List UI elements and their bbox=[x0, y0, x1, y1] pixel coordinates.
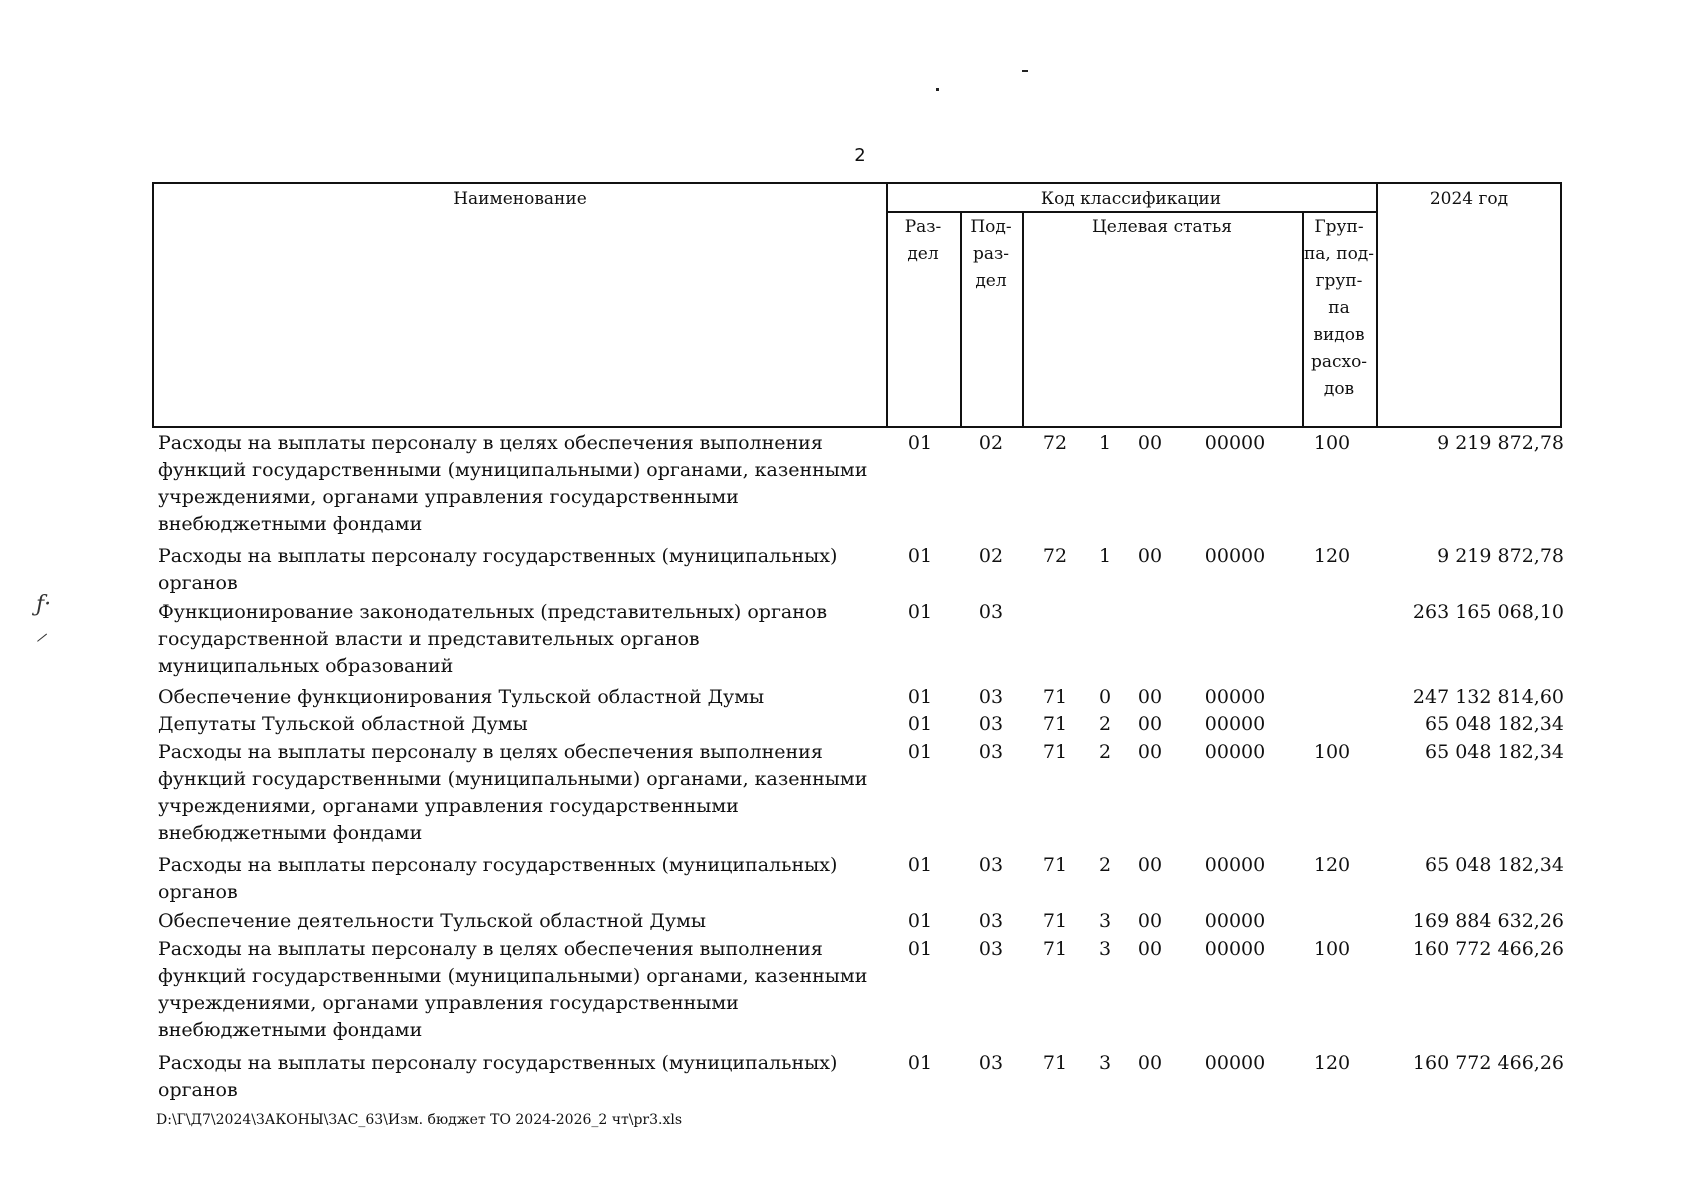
row-name: Расходы на выплаты персоналу государственных (муниципальных) органов bbox=[158, 1052, 838, 1101]
row-subsection: 03 bbox=[978, 910, 1004, 932]
row-target-code-1: 71 bbox=[1042, 938, 1068, 960]
header-target-article: Целевая статья bbox=[1091, 217, 1233, 237]
row-target-code-3: 00 bbox=[1137, 713, 1163, 735]
row-target-code-3: 00 bbox=[1137, 545, 1163, 567]
row-name: Расходы на выплаты персоналу государственных (муниципальных) органов bbox=[158, 545, 838, 594]
row-target-code-4: 00000 bbox=[1204, 713, 1266, 735]
row-subsection: 02 bbox=[978, 432, 1004, 454]
row-target-code-1: 72 bbox=[1042, 545, 1068, 567]
row-target-code-2: 2 bbox=[1098, 741, 1112, 763]
row-section: 01 bbox=[907, 601, 933, 623]
row-target-code-2: 3 bbox=[1098, 938, 1112, 960]
row-target-code-1: 71 bbox=[1042, 713, 1068, 735]
row-target-code-4: 00000 bbox=[1204, 686, 1266, 708]
row-section: 01 bbox=[907, 713, 933, 735]
row-target-code-1: 72 bbox=[1042, 432, 1068, 454]
row-amount: 160 772 466,26 bbox=[1412, 1052, 1564, 1074]
row-subsection: 03 bbox=[978, 938, 1004, 960]
row-target-code-1: 71 bbox=[1042, 854, 1068, 876]
row-subsection: 03 bbox=[978, 741, 1004, 763]
row-amount: 160 772 466,26 bbox=[1412, 938, 1564, 960]
row-target-code-2: 3 bbox=[1098, 910, 1112, 932]
file-path-footer: D:\Г\Д7\2024\ЗАКОНЫ\ЗАС_63\Изм. бюджет ТО 2024-2026_2 чт\pr3.xls bbox=[156, 1112, 683, 1128]
row-amount: 247 132 814,60 bbox=[1412, 686, 1564, 708]
row-name: Депутаты Тульской областной Думы bbox=[158, 713, 528, 735]
row-amount: 9 219 872,78 bbox=[1437, 545, 1564, 567]
row-subsection: 02 bbox=[978, 545, 1004, 567]
row-target-code-3: 00 bbox=[1137, 938, 1163, 960]
header-subsection: Под- раз- дел bbox=[970, 217, 1012, 291]
row-expense-group: 100 bbox=[1313, 432, 1351, 454]
row-name: Расходы на выплаты персоналу в целях обеспечения выполнения функций государственными (муниципальными) органами, казенными учреждениями, органами управления государственными внебюджетными фондами bbox=[158, 432, 868, 535]
row-subsection: 03 bbox=[978, 1052, 1004, 1074]
row-target-code-2: 3 bbox=[1098, 1052, 1112, 1074]
row-target-code-2: 2 bbox=[1098, 854, 1112, 876]
row-target-code-2: 0 bbox=[1098, 686, 1112, 708]
page-number: 2 bbox=[854, 145, 866, 166]
row-name: Обеспечение функционирования Тульской областной Думы bbox=[158, 686, 765, 708]
row-expense-group: 120 bbox=[1313, 545, 1351, 567]
margin-pen-mark: ƒ· ⸝ bbox=[36, 592, 52, 646]
row-target-code-3: 00 bbox=[1137, 910, 1163, 932]
row-expense-group: 100 bbox=[1313, 938, 1351, 960]
row-target-code-4: 00000 bbox=[1204, 910, 1266, 932]
row-target-code-2: 1 bbox=[1098, 545, 1112, 567]
row-amount: 263 165 068,10 bbox=[1412, 601, 1564, 623]
row-name: Расходы на выплаты персоналу государственных (муниципальных) органов bbox=[158, 854, 838, 903]
row-target-code-1: 71 bbox=[1042, 741, 1068, 763]
row-subsection: 03 bbox=[978, 601, 1004, 623]
row-expense-group: 120 bbox=[1313, 1052, 1351, 1074]
row-target-code-3: 00 bbox=[1137, 686, 1163, 708]
row-target-code-4: 00000 bbox=[1204, 432, 1266, 454]
row-subsection: 03 bbox=[978, 686, 1004, 708]
row-target-code-3: 00 bbox=[1137, 432, 1163, 454]
scan-speck bbox=[936, 88, 939, 91]
row-target-code-1: 71 bbox=[1042, 910, 1068, 932]
header-expense-group: Груп- па, под- груп- па видов расхо- дов bbox=[1303, 217, 1375, 399]
row-target-code-1: 71 bbox=[1042, 686, 1068, 708]
row-expense-group: 120 bbox=[1313, 854, 1351, 876]
row-target-code-3: 00 bbox=[1137, 1052, 1163, 1074]
row-subsection: 03 bbox=[978, 713, 1004, 735]
header-classification-code: Код классификации bbox=[1040, 189, 1222, 209]
scan-speck bbox=[1022, 70, 1028, 72]
row-section: 01 bbox=[907, 938, 933, 960]
row-section: 01 bbox=[907, 686, 933, 708]
row-section: 01 bbox=[907, 854, 933, 876]
row-section: 01 bbox=[907, 910, 933, 932]
row-target-code-4: 00000 bbox=[1204, 854, 1266, 876]
row-section: 01 bbox=[907, 432, 933, 454]
row-amount: 169 884 632,26 bbox=[1412, 910, 1564, 932]
table-header bbox=[152, 182, 1562, 428]
row-section: 01 bbox=[907, 545, 933, 567]
header-year: 2024 год bbox=[1429, 189, 1509, 209]
row-target-code-2: 1 bbox=[1098, 432, 1112, 454]
row-amount: 65 048 182,34 bbox=[1424, 854, 1564, 876]
row-amount: 65 048 182,34 bbox=[1424, 741, 1564, 763]
row-name: Расходы на выплаты персоналу в целях обеспечения выполнения функций государственными (муниципальными) органами, казенными учреждениями, органами управления государственными внебюджетными фондами bbox=[158, 741, 868, 844]
row-target-code-3: 00 bbox=[1137, 741, 1163, 763]
row-expense-group: 100 bbox=[1313, 741, 1351, 763]
row-target-code-4: 00000 bbox=[1204, 1052, 1266, 1074]
row-name: Функционирование законодательных (представительных) органов государственной власти и представительных органов муниципальных образований bbox=[158, 601, 828, 677]
row-subsection: 03 bbox=[978, 854, 1004, 876]
row-section: 01 bbox=[907, 741, 933, 763]
column-divider bbox=[1376, 184, 1378, 426]
row-target-code-4: 00000 bbox=[1204, 545, 1266, 567]
row-target-code-1: 71 bbox=[1042, 1052, 1068, 1074]
row-target-code-4: 00000 bbox=[1204, 741, 1266, 763]
header-section: Раз- дел bbox=[904, 217, 942, 264]
row-target-code-2: 2 bbox=[1098, 713, 1112, 735]
column-divider bbox=[1022, 211, 1024, 426]
row-amount: 9 219 872,78 bbox=[1437, 432, 1564, 454]
row-target-code-4: 00000 bbox=[1204, 938, 1266, 960]
row-section: 01 bbox=[907, 1052, 933, 1074]
header-name: Наименование bbox=[453, 189, 587, 209]
row-name: Расходы на выплаты персоналу в целях обеспечения выполнения функций государственными (муниципальными) органами, казенными учреждениями, органами управления государственными внебюджетными фондами bbox=[158, 938, 868, 1041]
row-amount: 65 048 182,34 bbox=[1424, 713, 1564, 735]
row-name: Обеспечение деятельности Тульской областной Думы bbox=[158, 910, 706, 932]
row-target-code-3: 00 bbox=[1137, 854, 1163, 876]
